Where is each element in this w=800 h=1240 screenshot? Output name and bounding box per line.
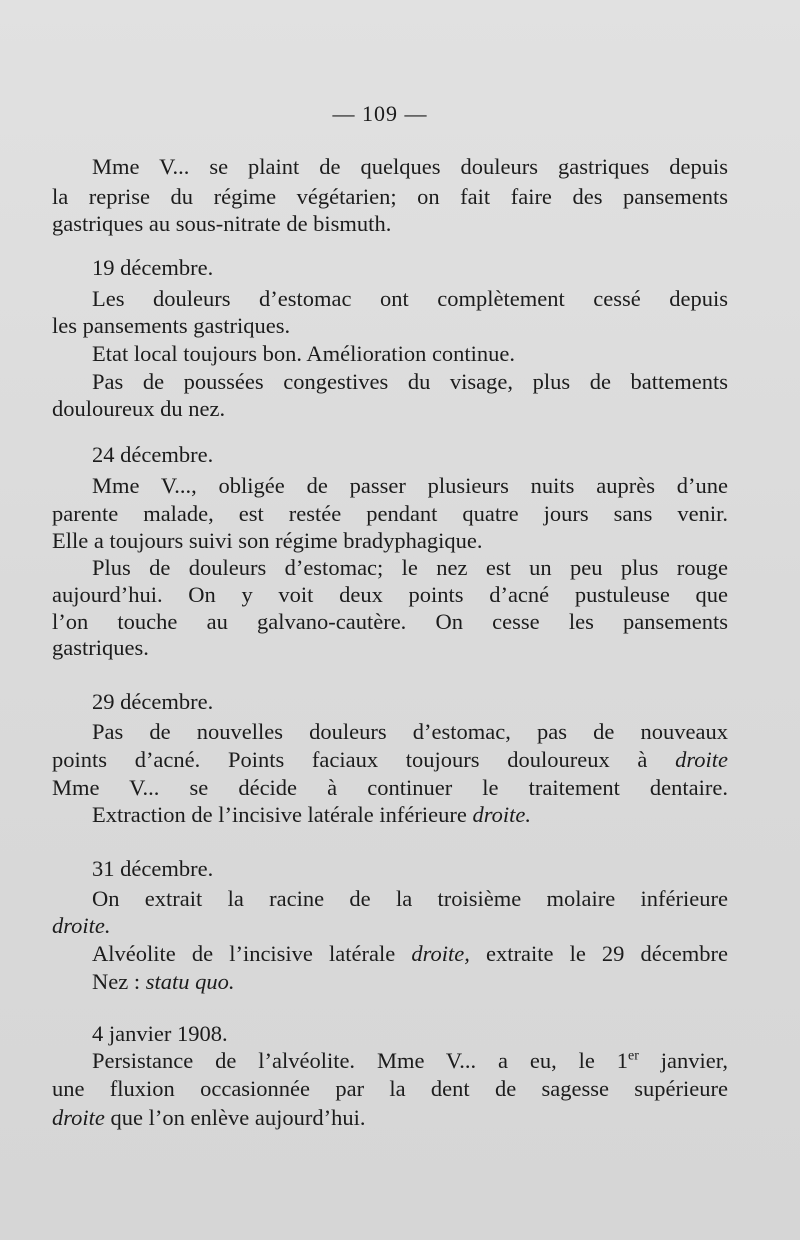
text-line: On extrait la racine de la troisième molaire inférieure xyxy=(92,886,728,911)
text-line xyxy=(92,800,531,830)
text-line: droite. xyxy=(52,913,111,938)
text-line: Etat local toujours bon. Amélioration continue. xyxy=(92,341,516,366)
text-line: gastriques au sous-nitrate de bismuth. xyxy=(52,211,392,236)
text-run: Extraction de l’incisive latérale inférieure xyxy=(92,802,473,827)
text-line: les pansements gastriques. xyxy=(52,313,291,338)
text-line xyxy=(92,967,235,997)
superscript: er xyxy=(628,1048,639,1064)
text-line xyxy=(52,745,728,775)
page-number: — 109 — xyxy=(332,101,428,126)
text-run: points d’acné. Points faciaux toujours douloureux à xyxy=(52,747,676,772)
text-line: Pas de poussées congestives du visage, plus de battements xyxy=(92,369,728,394)
text-line xyxy=(52,1103,365,1133)
text-line: une fluxion occasionnée par la dent de sagesse supérieure xyxy=(52,1076,728,1101)
date-heading: 29 décembre. xyxy=(92,689,214,714)
text-line: aujourd’hui. On y voit deux points d’acné pustuleuse que xyxy=(52,582,728,607)
text-run-italic: droite, xyxy=(411,941,470,966)
text-run-italic: droite. xyxy=(472,802,531,827)
text-run: que l’on enlève aujourd’hui. xyxy=(104,1105,366,1130)
text-run-italic: droite xyxy=(675,747,728,772)
text-line xyxy=(92,1046,728,1076)
date-heading: 24 décembre. xyxy=(92,442,214,467)
text-line: Pas de nouvelles douleurs d’estomac, pas de nouveaux xyxy=(92,719,728,744)
text-line: l’on touche au galvano-cautère. On cesse les pansements xyxy=(52,609,728,634)
text-run: Alvéolite de l’incisive latérale xyxy=(92,941,412,966)
text-run: Nez : xyxy=(92,969,146,994)
text-line: Plus de douleurs d’estomac; le nez est un peu plus rouge xyxy=(92,555,728,580)
text-line: la reprise du régime végétarien; on fait faire des pansements xyxy=(52,184,728,209)
text-run: extraite le 29 décembre xyxy=(469,941,728,966)
text-run: janvier, xyxy=(638,1048,728,1073)
text-run: Persistance de l’alvéolite. Mme V... a eu, le 1 xyxy=(92,1048,629,1073)
text-line: parente malade, est restée pendant quatre jours sans venir. xyxy=(52,501,728,526)
date-heading: 31 décembre. xyxy=(92,856,214,881)
text-line: Mme V... se plaint de quelques douleurs gastriques depuis xyxy=(92,154,728,179)
text-line: Mme V... se décide à continuer le traitement dentaire. xyxy=(52,775,728,800)
text-line: gastriques. xyxy=(52,635,149,660)
date-heading: 4 janvier 1908. xyxy=(92,1021,228,1046)
text-line: douloureux du nez. xyxy=(52,396,226,421)
text-line: Elle a toujours suivi son régime bradyphagique. xyxy=(52,528,483,553)
date-heading: 19 décembre. xyxy=(92,255,214,280)
text-line: Les douleurs d’estomac ont complètement cessé depuis xyxy=(92,286,728,311)
text-line xyxy=(92,939,728,969)
text-line: Mme V..., obligée de passer plusieurs nuits auprès d’une xyxy=(92,473,728,498)
text-run-italic: statu quo. xyxy=(145,969,235,994)
text-run-italic: droite xyxy=(52,1105,105,1130)
